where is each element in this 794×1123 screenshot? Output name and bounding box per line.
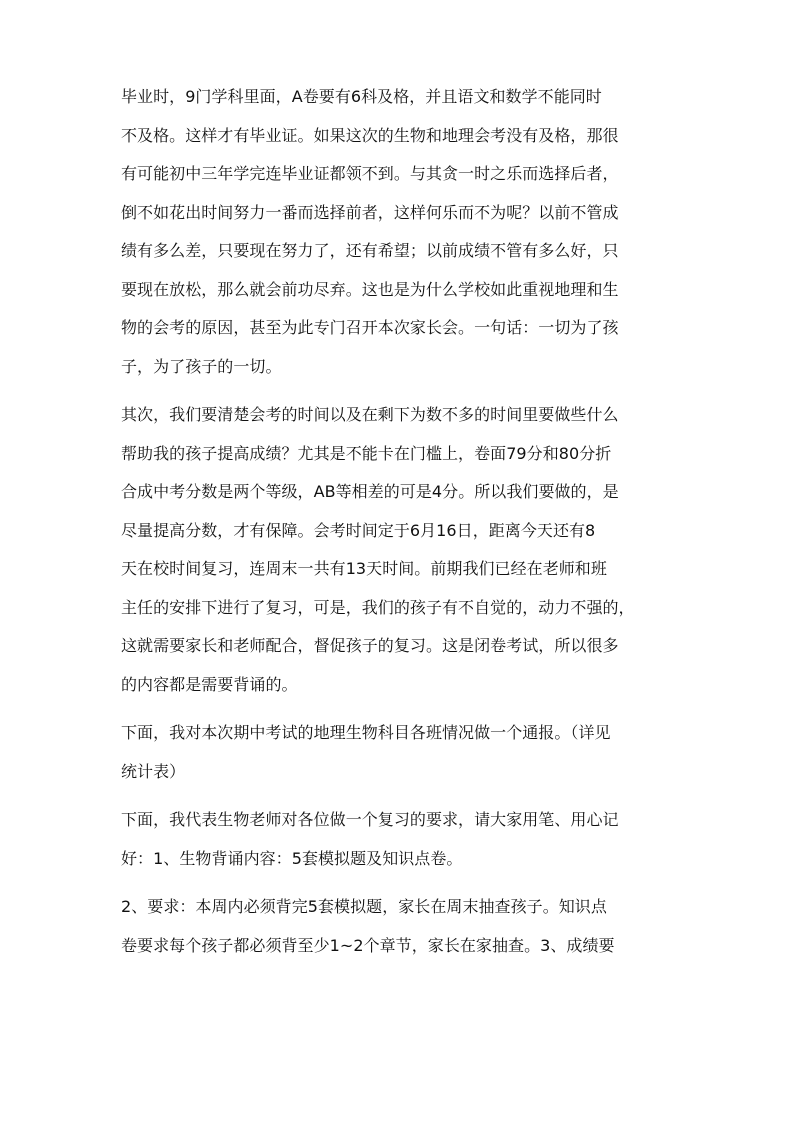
text-line: 2、要求：本周内必须背完5套模拟题，家长在周末抽查孩子。知识点 — [121, 897, 607, 916]
text-line: 合成中考分数是两个等级，AB等相差的可是4分。所以我们要做的，是 — [121, 482, 619, 501]
text-line: 有可能初中三年学完连毕业证都领不到。与其贪一时之乐而选择后者， — [121, 164, 619, 183]
text-line: 毕业时，9门学科里面，A卷要有6科及格，并且语文和数学不能同时 — [121, 87, 602, 106]
text-line: 物的会考的原因，甚至为此专门召开本次家长会。一句话：一切为了孩 — [121, 318, 619, 337]
document-body — [121, 78, 677, 975]
text-line: 不及格。这样才有毕业证。如果这次的生物和地理会考没有及格，那很 — [121, 125, 619, 145]
text-line: 主任的安排下进行了复习，可是，我们的孩子有不自觉的，动力不强的， — [121, 597, 635, 617]
paragraph-graduation — [121, 78, 677, 386]
paragraph-biology-requirements — [121, 801, 677, 878]
text-line: 要现在放松，那么就会前功尽弃。这也是为什么学校如此重视地理和生 — [121, 279, 619, 299]
text-line: 下面，我代表生物老师对各位做一个复习的要求，请大家用笔、用心记 — [121, 810, 619, 829]
text-line: 其次，我们要清楚会考的时间以及在剩下为数不多的时间里要做些什么 — [121, 405, 619, 424]
text-line: 卷要求每个孩子都必须背至少1~2个章节，家长在家抽查。3、成绩要 — [121, 935, 615, 955]
text-line: 好：1、生物背诵内容：5套模拟题及知识点卷。 — [121, 848, 463, 868]
text-line: 尽量提高分数，才有保障。会考时间定于6月16日，距离今天还有8 — [121, 520, 596, 540]
text-line: 倒不如花出时间努力一番而选择前者，这样何乐而不为呢？以前不管成 — [121, 202, 619, 222]
paragraph-requirements-detail — [121, 888, 677, 965]
paragraph-report — [121, 714, 677, 791]
text-line: 下面，我对本次期中考试的地理生物科目各班情况做一个通报。（详见 — [121, 723, 611, 742]
paragraph-exam-time — [121, 396, 677, 704]
text-line: 绩有多么差，只要现在努力了，还有希望；以前成绩不管有多么好，只 — [121, 241, 619, 260]
text-line: 的内容都是需要背诵的。 — [121, 674, 298, 694]
text-line: 帮助我的孩子提高成绩？尤其是不能卡在门槛上，卷面79分和80分折 — [121, 443, 612, 463]
text-line: 这就需要家长和老师配合，督促孩子的复习。这是闭卷考试，所以很多 — [121, 636, 619, 655]
text-line: 子，为了孩子的一切。 — [121, 356, 282, 376]
text-line: 统计表） — [121, 761, 186, 781]
text-line: 天在校时间复习，连周末一共有13天时间。前期我们已经在老师和班 — [121, 559, 607, 578]
